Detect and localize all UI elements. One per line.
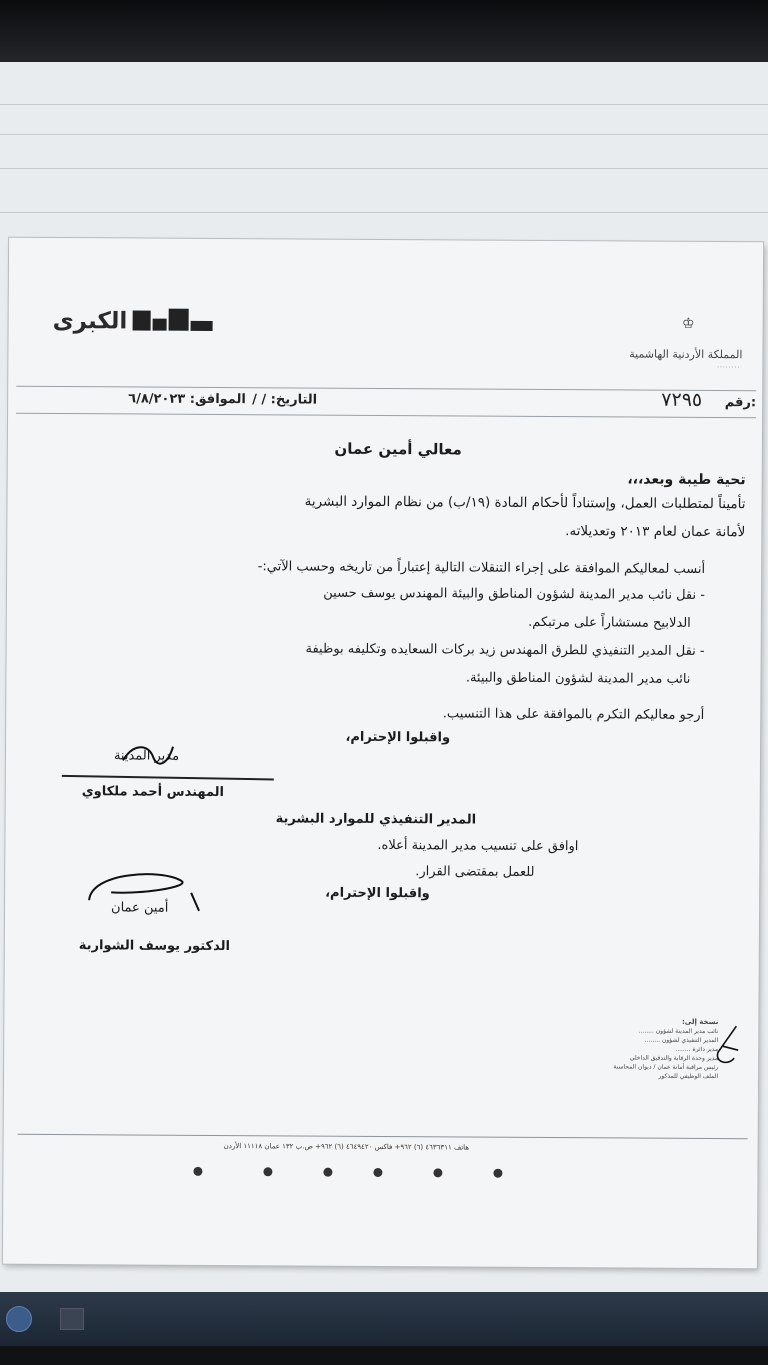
intro-line-2: لأمانة عمان لعام ٢٠١٣ وتعديلاته.: [565, 523, 746, 541]
ref-date: التاريخ: / /: [252, 392, 318, 408]
city-manager-name: المهندس أحمد ملكاوي: [81, 784, 225, 801]
taskbar: [0, 1292, 768, 1346]
footer-address: هاتف ٤٦٣٦٣١١ (٦) ٩٦٢+ فاكس ٤٦٤٩٤٢٠ (٦) ٩٦٢+ ص.ب ١٣٢ عمان ١١١١٨ الأردن: [223, 1142, 470, 1152]
item-1-line-2: الدلابيح مستشاراً على مرتبكم.: [528, 614, 691, 631]
monitor-bottom-bezel: [0, 1346, 768, 1365]
request-line: أنسب لمعاليكم الموافقة على إجراء التنقلات التالية إعتباراً من تاريخه وحسب الآتي:-: [257, 559, 706, 577]
cc-item: المدير التنفيذي لشؤون ........: [644, 1036, 719, 1045]
instagram-icon: [433, 1168, 442, 1177]
reference-bar: [16, 386, 756, 419]
ref-corresponding-date: الموافق: ٦/٨/٢٠٢٣: [128, 391, 246, 408]
item-1-line-1: - نقل نائب مدير المدينة لشؤون المناطق والبيئة المهندس يوسف حسين: [323, 585, 706, 603]
cc-item: الملف الوظيفي للمذكور: [658, 1072, 719, 1081]
item-2-line-2: نائب مدير المدينة لشؤون المناطق والبيئة.: [465, 670, 691, 687]
intro-line-1: تأميناً لمتطلبات العمل، وإستناداً لأحكام المادة (١٩/ب) من نظام الموارد البشرية: [304, 493, 746, 513]
footer-contact-icons: [193, 1167, 563, 1181]
cc-item: رئيس مراقبة أمانة عمان / ديوان المحاسبة: [613, 1063, 719, 1072]
signature-1-line: [62, 775, 274, 781]
mayor-title: أمين عمان: [111, 900, 169, 916]
signature-1-mark: [118, 738, 178, 768]
taskbar-app-button[interactable]: [60, 1308, 84, 1330]
item-2-line-1: - نقل المدير التنفيذي للطرق المهندس زيد بركات السعايده وتكليفه بوظيفة: [305, 641, 705, 659]
footer-divider: [18, 1134, 748, 1139]
mayor-name: الدكتور يوسف الشواربة: [78, 938, 230, 955]
crest: [629, 315, 743, 377]
start-button[interactable]: [6, 1306, 32, 1332]
crest-text: المملكة الأردنية الهاشمية: [629, 347, 743, 362]
crest-subtext: ········: [717, 364, 741, 372]
addressee: معالي أمين عمان: [334, 439, 462, 459]
youtube-icon: [373, 1168, 382, 1177]
closing-request: أرجو معاليكم التكرم بالموافقة على هذا التنسيب.: [442, 706, 705, 723]
background-document-lines: [0, 62, 768, 242]
approval-line-1: اوافق على تنسيب مدير المدينة أعلاه.: [377, 837, 579, 855]
regards: واقبلوا الإحترام،: [345, 729, 451, 746]
monitor-bezel: [0, 0, 768, 66]
logo-text: الكبرى: [52, 307, 128, 335]
city-manager-title: مدير المدينة: [113, 748, 180, 764]
greeting: تحية طيبة وبعد،،،: [627, 471, 746, 489]
screen: [0, 62, 768, 1292]
gam-logo: [49, 308, 215, 335]
cc-item: نائب مدير المدينة لشؤون ........: [638, 1027, 719, 1036]
cc-item: مدير دائرة ........: [675, 1045, 719, 1054]
ref-number-value: ٧٢٩٥: [661, 388, 703, 411]
letter-page: [3, 238, 763, 1269]
email-icon: [493, 1169, 502, 1178]
facebook-icon: [263, 1167, 272, 1176]
ref-number-label: رقم:: [724, 395, 757, 411]
initials-mark: [708, 1022, 744, 1072]
approval-regards: واقبلوا الإحترام،: [325, 885, 430, 902]
logo-mark-icon: [132, 308, 214, 335]
cc-heading: نسخة إلى:: [681, 1017, 719, 1027]
hr-director: المدير التنفيذي للموارد البشرية: [275, 811, 477, 828]
web-icon: [193, 1167, 202, 1176]
crown-icon: ♔: [682, 315, 695, 332]
twitter-icon: [323, 1168, 332, 1177]
cc-list: [518, 1017, 718, 1081]
approval-line-2: للعمل بمقتضى القرار.: [415, 864, 535, 880]
cc-item: مدير وحدة الرقابة والتدقيق الداخلي: [629, 1054, 719, 1063]
